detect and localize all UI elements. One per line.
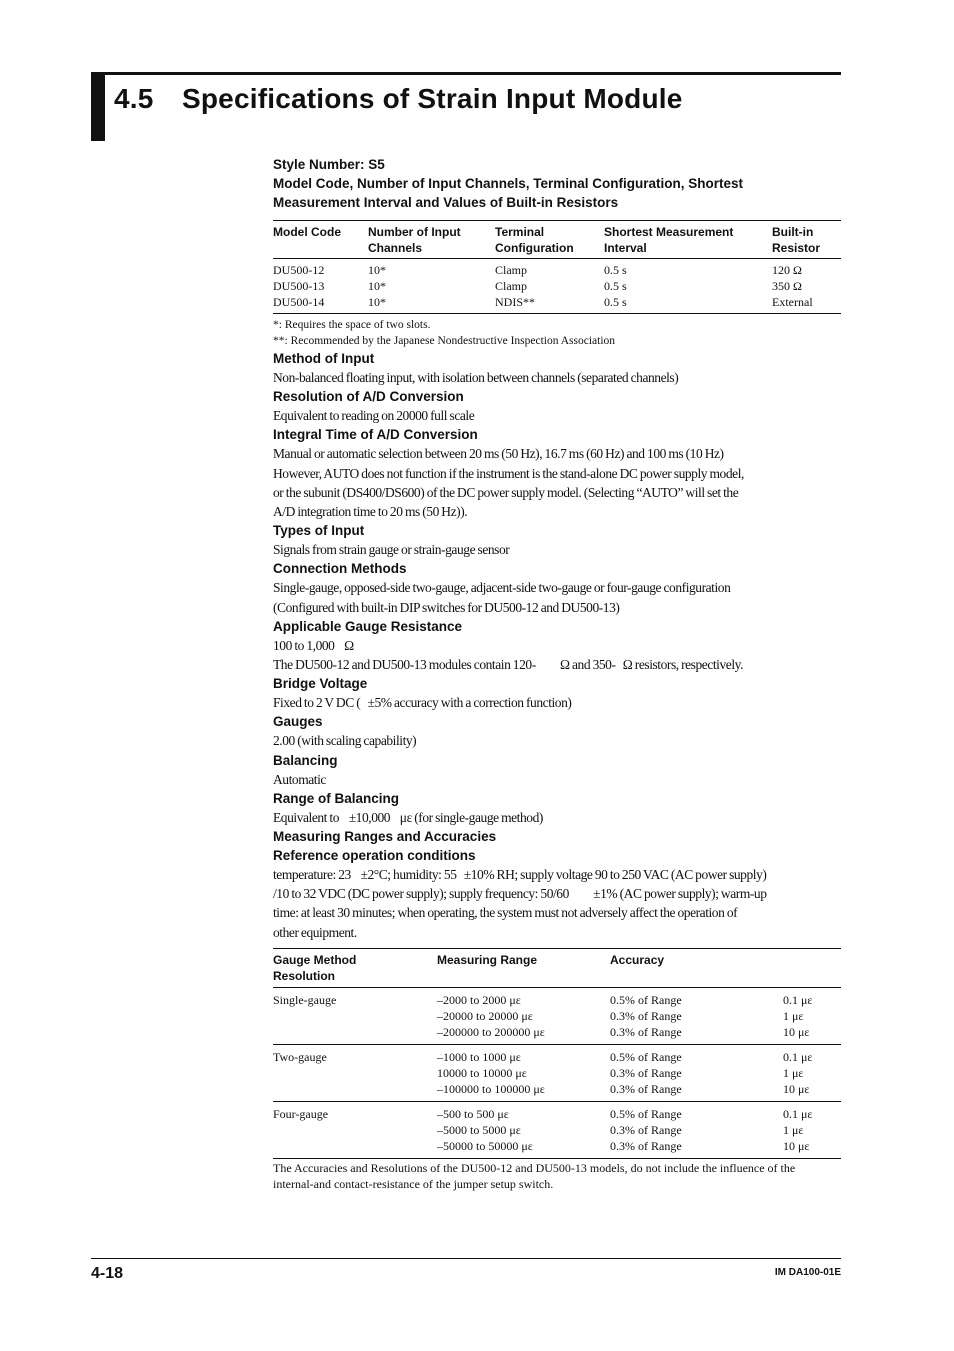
page-number: 4-18	[91, 1265, 124, 1282]
footnote: **: Recommended by the Japanese Nondestructive Inspection Association	[273, 335, 616, 347]
model-table	[273, 220, 841, 314]
gauge-method: Four-gauge	[273, 1106, 329, 1121]
cell: 10 με	[783, 1024, 841, 1045]
model-heading-line1: Model Code, Number of Input Channels, Terminal Configuration, Shortest	[273, 176, 744, 191]
cell: 10*	[368, 279, 386, 293]
section-heading: Connection Methods	[273, 561, 407, 577]
cell: 0.5 s	[604, 279, 627, 293]
section-integral-time	[273, 425, 841, 521]
section-heading: Types of Input	[273, 523, 365, 539]
model-heading-line2: Measurement Interval and Values of Built-in Resistors	[273, 195, 619, 210]
section-title: Specifications of Strain Input Module	[182, 83, 683, 114]
cell: 0.5 s	[604, 263, 627, 277]
section-text: Automatic	[273, 771, 326, 787]
cell: DU500-13	[273, 279, 325, 293]
reference-line: time: at least 30 minutes; when operating, the system must not adversely affect the operation of	[273, 905, 738, 921]
cell: –20000 to 20000 με	[437, 1008, 533, 1023]
cell: External	[772, 295, 813, 309]
gauge-method: Two-gauge	[273, 1049, 327, 1064]
gauge-method: Single-gauge	[273, 992, 337, 1007]
reference-line: other equipment.	[273, 924, 357, 940]
section-text: 2.00 (with scaling capability)	[273, 733, 417, 749]
header-resolution	[783, 948, 841, 987]
cell: 0.3% of Range	[610, 1065, 682, 1080]
header-accuracy: Accuracy	[610, 948, 783, 987]
closing-note-line: The Accuracies and Resolutions of the DU500-12 and DU500-13 models, do not include the influence of the	[273, 1160, 796, 1175]
table-row	[273, 1065, 841, 1081]
cell: –1000 to 1000 με	[437, 1049, 521, 1064]
cell: 0.5 s	[604, 295, 627, 309]
section-heading: Integral Time of A/D Conversion	[273, 427, 478, 443]
cell: –500 to 500 με	[437, 1106, 509, 1121]
cell: 0.5% of Range	[610, 992, 682, 1007]
section-range-of-balancing	[273, 789, 841, 827]
table-row	[273, 1122, 841, 1138]
cell: 0.1 με	[783, 1106, 813, 1121]
cell: –5000 to 5000 με	[437, 1122, 521, 1137]
header-measuring-range: Measuring Range	[437, 948, 610, 987]
cell: DU500-14	[273, 295, 325, 309]
section-heading: Method of Input	[273, 351, 375, 366]
table-row	[273, 1044, 841, 1065]
cell	[273, 1024, 437, 1045]
cell: –50000 to 50000 με	[437, 1138, 533, 1153]
cell: 10*	[368, 295, 386, 309]
table-row	[273, 1024, 841, 1045]
table-row	[273, 278, 841, 294]
section-resolution	[273, 387, 841, 425]
table-row	[273, 1008, 841, 1024]
section-text: 100 to 1,000 Ω	[273, 637, 354, 653]
section-heading: Balancing	[273, 752, 338, 768]
table-row	[273, 1081, 841, 1102]
section-text: However, AUTO does not function if the instrument is the stand-alone DC power supply model,	[273, 465, 744, 481]
reference-line: /10 to 32 VDC (DC power supply); supply frequency: 50/60 ±1% (AC power supply); warm-up	[273, 886, 767, 902]
cell	[273, 1065, 437, 1081]
table-row	[273, 294, 841, 314]
cell: 0.1 με	[783, 1049, 813, 1064]
header-input-channels: Number of Input Channels	[368, 221, 495, 259]
section-text: Single-gauge, opposed-side two-gauge, adjacent-side two-gauge or four-gauge configuration	[273, 580, 731, 596]
section-balancing	[273, 751, 841, 789]
cell: –100000 to 100000 με	[437, 1081, 610, 1102]
section-text: Fixed to 2 V DC ( ±5% accuracy with a correction function)	[273, 695, 572, 711]
reference-conditions	[273, 865, 841, 942]
header-built-in-resistor: Built-in Resistor	[772, 221, 841, 259]
header-terminal-configuration: Terminal Configuration	[495, 221, 604, 259]
content	[273, 155, 841, 1192]
reference-heading: Reference operation conditions	[273, 848, 476, 864]
cell: 1 με	[783, 1122, 804, 1137]
section-types-of-input	[273, 521, 841, 559]
section-text: Signals from strain gauge or strain-gauge sensor	[273, 542, 510, 558]
cell: –200000 to 200000 με	[437, 1024, 610, 1045]
section-text: (Configured with built-in DIP switches for DU500-12 and DU500-13)	[273, 599, 620, 615]
reference-line: temperature: 23 ±2°C; humidity: 55 ±10% RH; supply voltage 90 to 250 VAC (AC power supply)	[273, 867, 767, 883]
cell: 0.5% of Range	[610, 1049, 682, 1064]
accuracy-table	[273, 948, 841, 1159]
section-connection-methods	[273, 559, 841, 616]
section-text: The DU500-12 and DU500-13 modules contain 120- Ω and 350- Ω resistors, respectively.	[273, 657, 743, 673]
cell	[273, 1122, 437, 1138]
closing-note-line: internal-and contact-resistance of the jumper setup switch.	[273, 1176, 554, 1191]
header-model-code: Model Code	[273, 221, 368, 259]
footnotes	[273, 317, 841, 349]
section-text: Equivalent to ±10,000 με (for single-gauge method)	[273, 809, 543, 825]
footnote: *: Requires the space of two slots.	[273, 319, 431, 331]
header-gauge-method: Gauge Method Resolution	[273, 948, 437, 987]
document-id: IM DA100-01E	[774, 1267, 841, 1278]
cell: 0.3% of Range	[610, 1138, 682, 1153]
cell: DU500-12	[273, 263, 325, 277]
header-shortest-interval: Shortest Measurement Interval	[604, 221, 772, 259]
table-row	[273, 1101, 841, 1122]
section-heading: Bridge Voltage	[273, 676, 368, 692]
section-text: Non-balanced floating input, with isolation between channels (separated channels)	[273, 370, 679, 385]
section-gauges	[273, 712, 841, 750]
table-row	[273, 1138, 841, 1159]
cell: 1 με	[783, 1065, 804, 1080]
title-side-bar	[91, 73, 105, 141]
section-text: or the subunit (DS400/DS600) of the DC power supply model. (Selecting “AUTO” will set the	[273, 484, 739, 500]
closing-note	[273, 1160, 841, 1192]
cell: 1 με	[783, 1008, 804, 1023]
cell: NDIS**	[495, 295, 536, 309]
section-method-of-input	[273, 349, 841, 387]
model-table-header	[273, 221, 841, 259]
title-rule	[91, 72, 841, 75]
section-text: A/D integration time to 20 ms (50 Hz)).	[273, 504, 468, 520]
table-row	[273, 987, 841, 1008]
page-title	[114, 83, 683, 115]
cell: 0.1 με	[783, 992, 813, 1007]
cell	[273, 1081, 437, 1102]
footer-rule	[91, 1258, 841, 1259]
measuring-heading: Measuring Ranges and Accuracies	[273, 829, 497, 845]
cell: Clamp	[495, 263, 527, 277]
section-gauge-resistance	[273, 617, 841, 674]
cell: 120 Ω	[772, 263, 802, 277]
section-text: Equivalent to reading on 20000 full scale	[273, 408, 475, 424]
cell: 10000 to 10000 με	[437, 1065, 527, 1080]
cell: 350 Ω	[772, 279, 802, 293]
section-heading: Gauges	[273, 714, 323, 730]
section-number: 4.5	[114, 83, 154, 114]
style-number: Style Number: S5	[273, 157, 385, 172]
cell: 0.3% of Range	[610, 1024, 783, 1045]
cell: 0.5% of Range	[610, 1106, 682, 1121]
cell: 0.3% of Range	[610, 1122, 682, 1137]
accuracy-table-header	[273, 948, 841, 987]
section-heading: Applicable Gauge Resistance	[273, 618, 463, 634]
cell: –2000 to 2000 με	[437, 992, 521, 1007]
cell: 10 με	[783, 1081, 841, 1102]
section-heading: Range of Balancing	[273, 790, 400, 806]
table-row	[273, 259, 841, 279]
section-bridge-voltage	[273, 674, 841, 712]
cell: 10*	[368, 263, 386, 277]
sections	[273, 349, 841, 827]
cell: 0.3% of Range	[610, 1008, 682, 1023]
cell: 0.3% of Range	[610, 1081, 783, 1102]
cell	[273, 1008, 437, 1024]
section-heading: Resolution of A/D Conversion	[273, 389, 464, 405]
cell: 10 με	[783, 1138, 810, 1153]
cell: Clamp	[495, 279, 527, 293]
cell	[273, 1138, 437, 1159]
section-text: Manual or automatic selection between 20 ms (50 Hz), 16.7 ms (60 Hz) and 100 ms (10 Hz)	[273, 446, 724, 462]
